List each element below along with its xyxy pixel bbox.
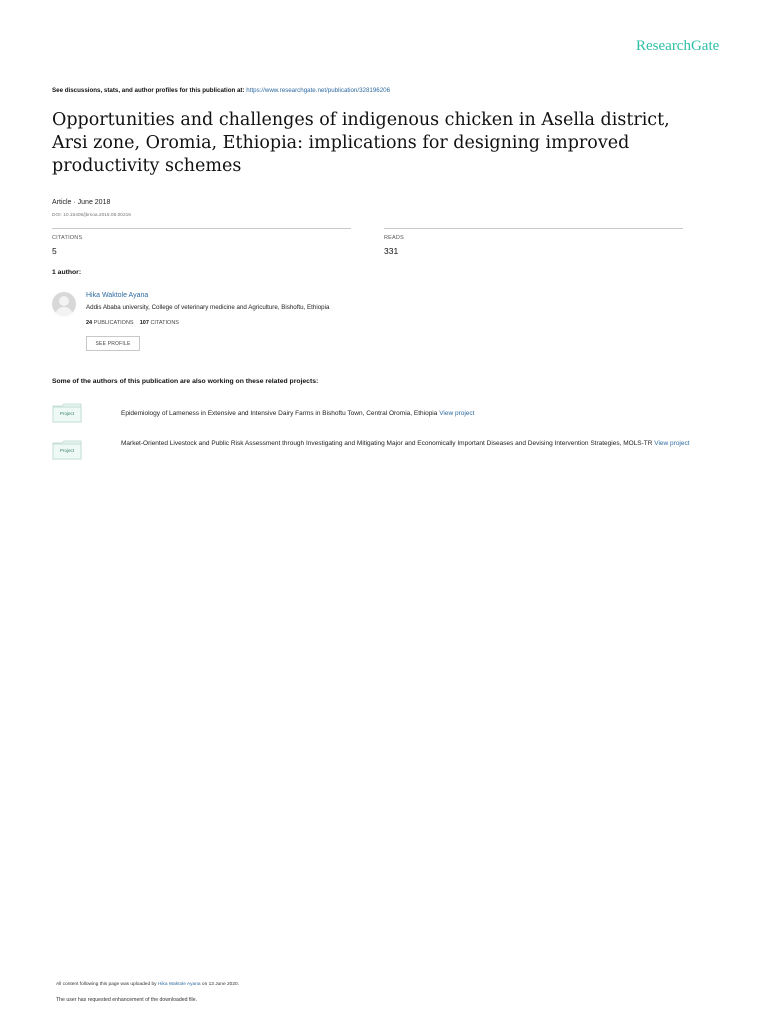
- view-project-link[interactable]: View project: [654, 440, 690, 447]
- reads-label: READS: [384, 235, 404, 241]
- project-item: [121, 407, 711, 421]
- author-stats: [86, 320, 179, 326]
- citations-divider: [52, 228, 351, 229]
- project-badge: Project: [59, 448, 74, 453]
- author-citations-label: CITATIONS: [150, 320, 179, 326]
- project-title: Market-Oriented Livestock and Public Risk Assessment through Investigating and Mitigating Major and Economically Important Diseases and Devising Intervention Strategies, MOLS-TR: [121, 440, 653, 447]
- upload-note: [56, 982, 239, 987]
- reads-value: 331: [384, 246, 399, 256]
- uploader-link[interactable]: Hika Waktole Ayana: [157, 982, 201, 987]
- doi-text: DOI: 10.15406/jbmoa.2018.06.00216: [52, 213, 131, 218]
- discussion-line: [52, 87, 390, 94]
- authors-heading: 1 author:: [52, 269, 82, 276]
- upload-suffix: on 13 June 2020.: [201, 982, 239, 987]
- view-project-link[interactable]: View project: [439, 410, 475, 417]
- project-item: [121, 437, 711, 451]
- article-type-date: Article · June 2018: [52, 199, 111, 206]
- author-affiliation: Addis Ababa university, College of veterinary medicine and Agriculture, Bishoftu, Ethiopia: [86, 304, 330, 311]
- researchgate-logo[interactable]: ResearchGate: [636, 38, 720, 54]
- publication-url-link[interactable]: https://www.researchgate.net/publication/328196206: [246, 87, 391, 94]
- reads-divider: [384, 228, 683, 229]
- author-citations-count: 107: [139, 320, 149, 326]
- publication-title: Opportunities and challenges of indigenous chicken in Asella district, Arsi zone, Oromia, Ethiopia: implications for designing improved productivity schemes: [52, 110, 670, 176]
- project-title: Epidemiology of Lameness in Extensive and Intensive Dairy Farms in Bishoftu Town, Central Oromia, Ethiopia: [121, 410, 438, 417]
- publications-count: 24: [86, 320, 93, 326]
- project-badge: Project: [59, 411, 74, 416]
- publications-label: PUBLICATIONS: [93, 320, 134, 326]
- upload-prefix: All content following this page was uploaded by: [56, 982, 157, 987]
- projects-heading: Some of the authors of this publication are also working on these related projects:: [52, 378, 319, 385]
- author-avatar[interactable]: [52, 292, 76, 316]
- citations-value: 5: [52, 246, 57, 256]
- author-name-link[interactable]: Hika Waktole Ayana: [86, 292, 149, 299]
- see-profile-button[interactable]: SEE PROFILE: [86, 336, 140, 351]
- discussion-prefix: See discussions, stats, and author profiles for this publication at:: [52, 87, 245, 94]
- enhancement-note: The user has requested enhancement of the downloaded file.: [56, 997, 198, 1003]
- citations-label: CITATIONS: [52, 235, 83, 241]
